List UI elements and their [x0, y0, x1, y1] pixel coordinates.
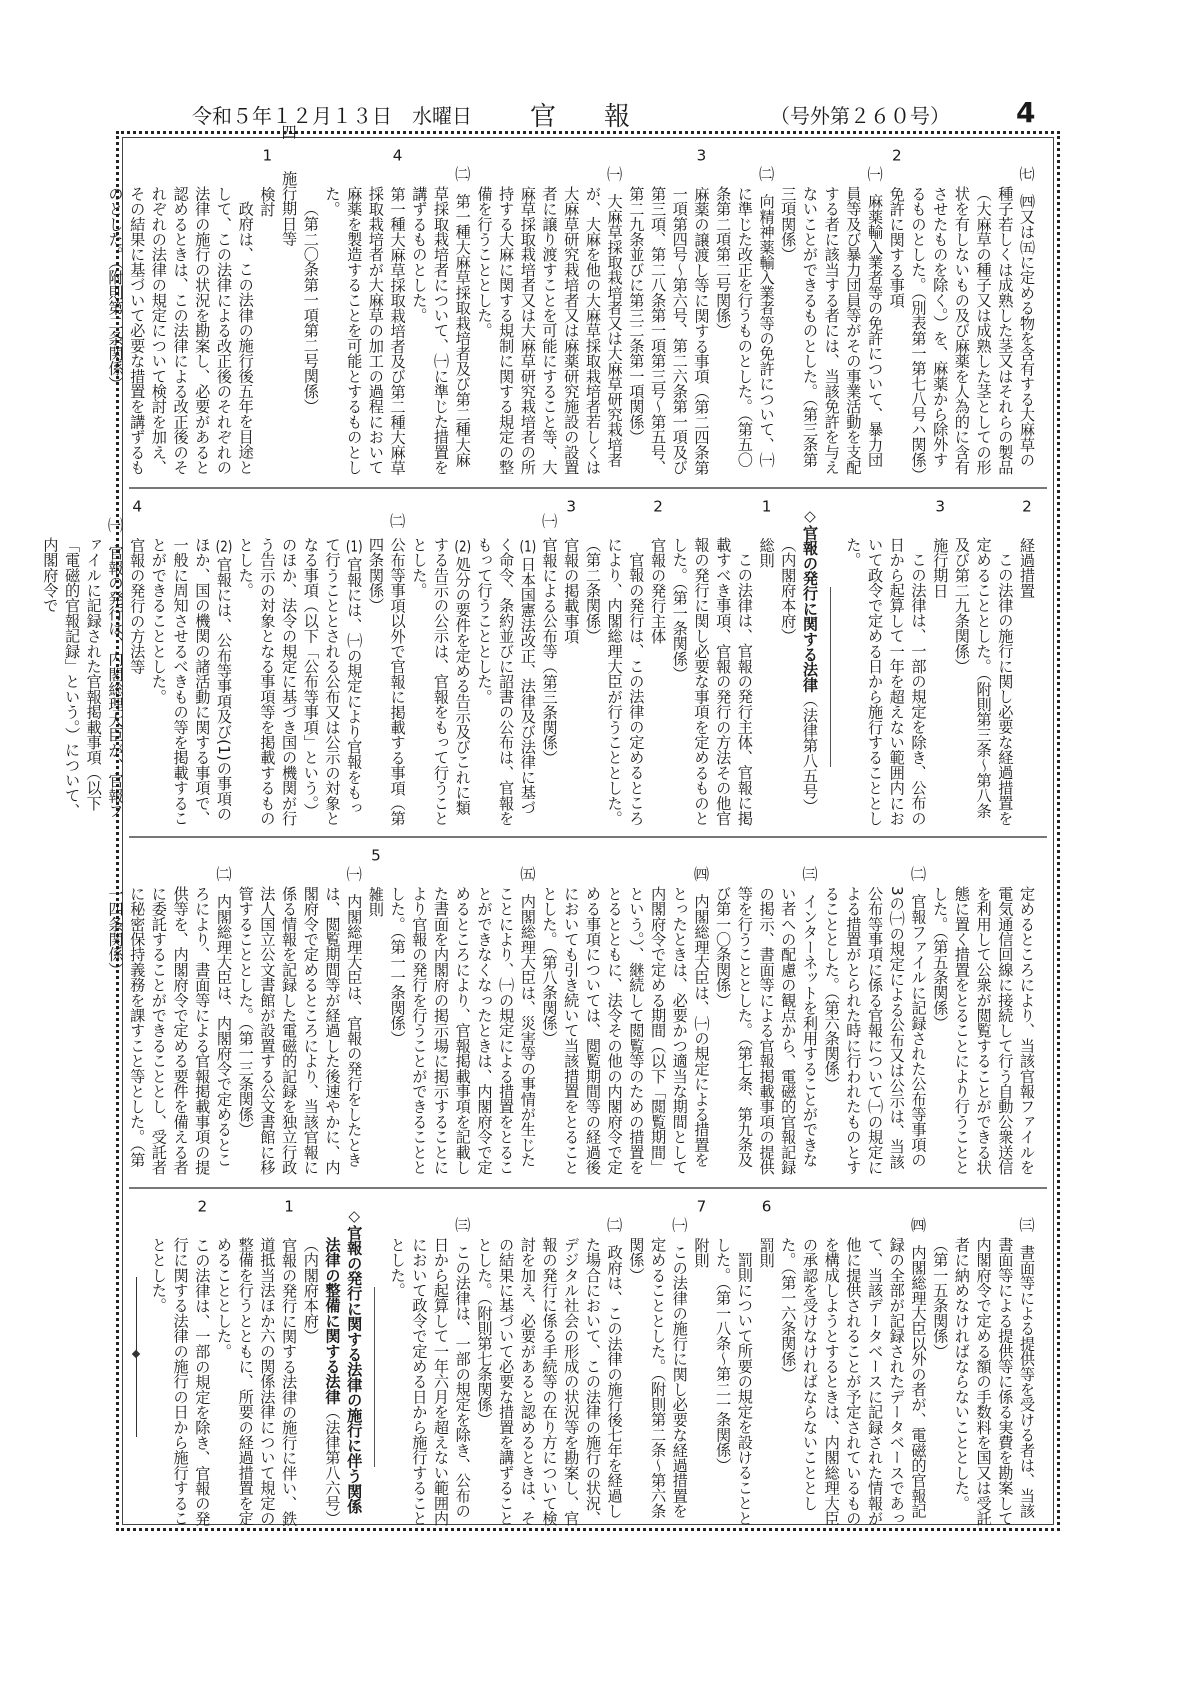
paragraph-text: 官報には、公布等事項及び(1)の事項のほか、国の機関の諸活動に関する事項で、一般に周知させるべきもの等を掲載することができることとした。: [149, 537, 233, 826]
item-marker: ㈠: [541, 514, 558, 530]
paragraph-text: 官報による公布等（第三条関係）: [540, 537, 559, 765]
paragraph: [473, 537, 538, 826]
paragraph-text: 内閣総理大臣は、官報の発行をしたときは、閲覧期間等が経過した後速やかに、内閣府令で定めるところにより、当該官報に係る情報を記録した電磁的記録を独立行政法人国立公文書館が設置する公文書館に移管することとした。（第一三条関係）: [236, 886, 364, 1175]
item-marker: 6: [761, 1199, 772, 1215]
section-heading: [646, 499, 668, 826]
item-marker: 2: [1022, 499, 1032, 515]
paragraph-text: 官報の発行の方法等: [128, 537, 147, 674]
item-marker: ㈤: [520, 867, 536, 883]
paragraph: [950, 537, 1015, 826]
section-heading: [1015, 499, 1037, 826]
item-marker: ㈡: [216, 867, 232, 883]
item-marker: 四: [281, 125, 297, 141]
paragraph-text: 官報の発行主体: [649, 537, 668, 644]
paragraph: [538, 514, 560, 826]
section-heading: [625, 148, 712, 475]
paragraph-text: ㈣又は㈤に定める物を含有する大麻草の種子若しくは成熟した茎又はそれらの製品（大麻草の種子又は成熟した茎としての形状を有しないもの及び麻薬を人為的に含有させたものを除く。）を、麻薬から除外するものとした。（別表第一第七八号ハ関係）: [909, 186, 1036, 483]
paragraph: [234, 537, 364, 826]
paragraph: [907, 167, 1037, 483]
paragraph-text: ◇官報の発行に関する法律の施行に伴う関係法律の整備に関する法律: [323, 1206, 364, 1514]
paragraph-text: 内閣総理大臣は、内閣府令で定めるところにより、書面等による官報掲載事項の提供等を、内閣府令で定める要件を備える者に委託することができることとし、受託者に秘密保持義務を課すこと等とした。（第一四条関係）: [106, 886, 233, 1175]
item-marker: 3: [696, 148, 707, 164]
item-marker: 1: [761, 499, 772, 515]
paragraph: [408, 537, 473, 826]
paragraph-text: この法律は、一部の規定を除き、公布の日から起算して一年を超えない範囲内において政令で定める日から施行することとした。: [844, 537, 928, 826]
item-marker: (2): [454, 539, 472, 555]
paragraph-text: 向精神薬輸入業者等の免許について、㈠に準じた改正を行うものとした。（第五〇条第二項第二号関係）: [714, 186, 776, 468]
section-heading: [277, 125, 299, 475]
paragraph-text: （第二〇条第一項第二号関係）: [301, 201, 320, 414]
item-marker: 2: [653, 499, 663, 515]
law-separator-rule: [820, 587, 842, 767]
law-title: [777, 506, 820, 826]
paragraph-text: この法律は、一部の規定を除き、官報の発行に関する法律の施行の日から施行することとした。: [149, 1237, 212, 1526]
paragraph-text: 第一種大麻草採取栽培者及び第二種大麻草採取栽培者が大麻草の加工の過程において麻薬を製造することを可能とするものとした。: [323, 186, 407, 475]
item-marker: ㈦: [1019, 167, 1035, 183]
page-number: 4: [1016, 96, 1036, 129]
paragraph-text: この法律の施行に関し必要な経過措置を定めることとした。（附則第二条～第六条関係）: [627, 1237, 689, 1519]
section-heading: [147, 1199, 212, 1526]
item-marker: ㈡: [758, 167, 775, 183]
law-number-source: （法律第八六号）（内閣府本府）: [301, 1237, 342, 1526]
item-marker: ㈡: [607, 1218, 623, 1234]
paragraph-text: 麻薬の譲渡し等に関する事項（第二四条第一項第四号～第六号、第二六条第一項及び第三項、第二八条第一項第三号～第五号、第二九条並びに第三二条第一項関係）: [627, 186, 711, 475]
paragraph-text: 罰則について所要の規定を設けることとした。（第一八条～第二一条関係）: [714, 1237, 754, 1526]
paragraph-text: インターネットを利用することができない者への配慮の観点から、電磁的官報記録の掲示、書面等による官報掲載事項の提供等を行うこととした。（第七条、第九条及び第一〇条関係）: [714, 886, 819, 1175]
paragraph-text: 政府は、この法律の施行後七年を経過した場合において、この法律の施行の状況、デジタル社会の形成の状況等を勘案し、官報の発行に係る手続等の在り方について検討を加え、必要があると認めるときは、その結果に基づいて必要な措置を講ずることとした。（附則第七条関係）: [475, 1237, 624, 1526]
item-marker: ㈡: [910, 867, 927, 883]
paragraph-text: 雑則: [366, 886, 385, 917]
paragraph: [364, 514, 407, 826]
paragraph: [104, 186, 256, 475]
item-marker: 2: [891, 148, 902, 164]
item-marker: ㈡: [455, 167, 471, 183]
paragraph: [538, 867, 712, 1175]
item-marker: ㈢: [1019, 1218, 1035, 1234]
paragraph-text: 大麻草採取栽培者又は大麻草研究栽培者が、大麻を他の大麻草採取栽培者若しくは大麻草研究栽培者又は麻薬研究施設の設置者に譲り渡すことを可能にすること等、大麻草採取栽培者又は大麻草研究栽培者の所持する大麻に関する規制に関する規定の整備を行うこととした。: [475, 186, 624, 475]
section-heading: [560, 499, 582, 826]
paragraph: [473, 167, 625, 475]
item-marker: 4: [132, 499, 143, 515]
text-band-2: [41, 487, 1047, 838]
ornamental-page-frame: [41, 125, 1060, 1531]
paragraph-text: 官報の発行は、内閣総理大臣が、官報ファイルに記録された官報掲載事項（以下「電磁的官報記録」という。）について、内閣府令で: [41, 537, 125, 819]
paragraph-text: 書面等による提供等を受ける者は、当該書面等による提供等に係る実費を勘案して内閣府令で定める額の手数料を国又は受託者に納めなければならないこととした。（第一五条関係）: [931, 1237, 1036, 1526]
paragraph-text: 第一種大麻草採取栽培者及び第二種大麻草採取栽培者について、㈠に準じた措置を講ずるものとした。: [410, 186, 472, 475]
paragraph: [711, 167, 776, 475]
law-separator-rule: [364, 1287, 386, 1467]
item-marker: ㈠: [672, 1218, 688, 1234]
item-marker: ㈢: [802, 867, 818, 883]
page-header: [0, 96, 1181, 132]
item-marker: ㈠: [607, 167, 623, 183]
item-marker: ㈠: [107, 518, 124, 534]
item-marker: ㈣: [693, 867, 710, 883]
item-marker: 3: [935, 499, 946, 515]
paragraph-text: 官報ファイルに記録された公布等事項の3の㈠の規定による公布又は公示は、当該公布等事項に係る官報について㈠の規定による措置がとられた時に行われたものとすることとした。（第六条関係）: [822, 886, 928, 1175]
item-marker: ㈡: [390, 514, 406, 530]
item-marker: (2): [215, 539, 233, 555]
paragraph: [777, 167, 886, 475]
paragraph-text: 公布等事項以外で官報に掲載する事項（第四条関係）: [366, 537, 407, 826]
vertical-text-columns: [106, 838, 1047, 1189]
paragraph: [711, 1237, 754, 1526]
paragraph: [234, 867, 364, 1175]
paragraph-text: 処分の要件を定める告示及びこれに類する告示の公示は、官報をもって行うこととした。: [410, 537, 472, 826]
item-marker: 5: [371, 848, 381, 864]
paragraph: [928, 1218, 1037, 1526]
vertical-text-columns: [129, 1189, 1047, 1532]
section-heading: [690, 1199, 712, 1526]
paragraph: [473, 1218, 625, 1526]
paragraph: [842, 537, 929, 826]
paragraph-text: 内閣総理大臣は、災害等の事情が生じたことにより、㈠の規定による措置をとることができなくなったときは、内閣府令で定めるところにより、官報掲載事項を記載した書面を内閣府の掲示場に掲示することにより官報の発行を行うことができることとした。（第一一条関係）: [388, 886, 537, 1175]
frame-inner-border: [41, 125, 1054, 1526]
item-marker: ㈢: [455, 1218, 471, 1234]
paragraph: [104, 867, 234, 1175]
paragraph-text: この法律の施行に関し必要な経過措置を定めることとした。（附則第三条～第八条及び第二九条関係）: [952, 537, 1015, 826]
text-band-3: [106, 836, 1047, 1189]
issue-number: （号外第２６０号）: [770, 104, 950, 128]
paragraph-text: 経過措置: [1018, 537, 1036, 598]
paragraph-text: 官報の発行に関する法律の施行に伴い、鉄道抵当法ほか六の関係法律について規定の整備を行うとともに、所要の経過措置を定めることとした。: [215, 1237, 299, 1526]
item-marker: ㈠: [346, 867, 362, 883]
section-heading: [212, 1199, 299, 1526]
paragraph: [777, 1218, 929, 1526]
vertical-text-columns: [106, 125, 1047, 487]
paragraph-text: 麻薬輸入業者等の免許について、暴力団員等及び暴力団員等がその事業活動を支配する者に該当する者には、当該免許を与えないことができるものとした。（第三条第三項関係）: [779, 186, 885, 475]
item-marker: 3: [566, 499, 577, 515]
paragraph-text: ◇官報の発行に関する法律: [800, 506, 819, 692]
item-marker: ㈠: [867, 167, 883, 183]
item-marker: 4: [392, 148, 403, 164]
paragraph-text: 官報には、㈠の規定により官報をもって行うこととされる公布又は公示の対象となる事項（以下「公布等事項」という。）のほか、法令の規定に基づき国の機関が行う告示の対象となる事項等を掲載するものとした。: [236, 537, 364, 826]
paragraph-text: この法律は、一部の規定を除き、公布の日から起算して一年六月を超えない範囲内において政令で定める日から施行することとした。: [388, 1237, 472, 1526]
paragraph: [299, 186, 321, 475]
item-marker: 1: [262, 148, 273, 164]
law-number-source: （法律第八五号）（内閣府本府）: [779, 537, 819, 814]
paragraph-text: この法律は、官報の発行主体、官報に掲載すべき事項、官報の発行の方法その他官報の発行に関し必要な事項を定めるものとした。（第一条関係）: [670, 537, 754, 826]
item-marker: 7: [696, 1199, 707, 1215]
issue-date: 令和５年１２月１３日 水曜日: [192, 104, 472, 128]
paragraph-text: 日本国憲法改正、法律及び法律に基づく命令、条約並びに詔書の公布は、官報をもって行うこととした。: [475, 537, 537, 826]
paragraph-text: 内閣総理大臣は、㈠の規定による措置をとったときは、必要かつ適当な期間として内閣府令で定める期間（以下「閲覧期間」という。）、継続して閲覧等のための措置をとるとともに、法令その他の内閣府令で定める事項については、閲覧期間等の経過後においても引き続いて当該措置をとることとした。（第八条関係）: [540, 886, 711, 1175]
paragraph: [386, 867, 538, 1175]
paragraph: [581, 537, 646, 826]
end-ornament: [126, 1277, 148, 1437]
section-heading: [755, 1199, 777, 1526]
item-marker: ㈣: [910, 1218, 927, 1234]
section-heading: [755, 499, 777, 826]
section-heading: [125, 499, 147, 826]
paragraph-text: 内閣総理大臣以外の者が、電磁的官報記録の全部が記録されたデータベースであって、当該データベースに記録された情報が他に提供されることが予定されているものを構成しようとするときは、内閣総理大臣の承認を受けなければならないこととした。（第一六条関係）: [779, 1237, 928, 1526]
section-heading: [364, 848, 386, 1175]
section-heading: [928, 499, 950, 826]
item-marker: (1): [345, 539, 363, 555]
paragraph: [147, 537, 234, 826]
section-heading: [885, 148, 907, 475]
law-title: [299, 1206, 364, 1526]
paragraph: [408, 167, 473, 475]
paragraph: [386, 1218, 473, 1526]
paragraph-text: 免許に関する事項: [887, 186, 906, 308]
paragraph-text: 検討: [258, 186, 277, 217]
paragraph: [711, 867, 820, 1175]
paragraph-text: 附則: [692, 1237, 711, 1268]
item-marker: (1): [519, 539, 537, 555]
item-marker: 1: [284, 1199, 294, 1215]
paragraph-text: 政府は、この法律の施行後五年を目途として、この法律による改正後のそれぞれの法律の施行の状況を勘案し、必要があると認めるときは、この法律による改正後のそれぞれの法律の規定について検討を加え、その結果に基づいて必要な措置を講ずるものとした。（附則第二条関係）: [106, 186, 255, 475]
paragraph: [625, 1218, 690, 1526]
vertical-text-columns: [41, 489, 1047, 838]
paragraph-text: 官報の掲載事項: [562, 537, 581, 644]
paragraph: [928, 886, 1037, 1175]
publication-title: 官報: [530, 102, 679, 132]
paragraph-text: 定めるところにより、当該官報ファイルを電気通信回線に接続して行う自動公衆送信を利用して公衆が閲覧することができる状態に置く措置をとることにより行うこととした。（第五条関係）: [931, 886, 1036, 1175]
paragraph-text: 罰則: [757, 1237, 776, 1268]
text-band-4: [129, 1187, 1047, 1532]
paragraph: [668, 537, 755, 826]
paragraph: [39, 518, 126, 826]
paragraph-text: 官報の発行は、この法律の定めるところにより、内閣総理大臣が行うこととした。（第二条関係）: [583, 537, 646, 826]
section-heading: [256, 148, 278, 475]
paragraph-text: 施行期日等: [280, 170, 299, 247]
paragraph: [820, 867, 929, 1175]
paragraph-text: 施行期日: [931, 537, 950, 598]
text-band-1: [106, 125, 1047, 487]
item-marker: 2: [197, 1199, 208, 1215]
section-heading: [321, 148, 408, 475]
paragraph-text: 総則: [757, 537, 776, 568]
